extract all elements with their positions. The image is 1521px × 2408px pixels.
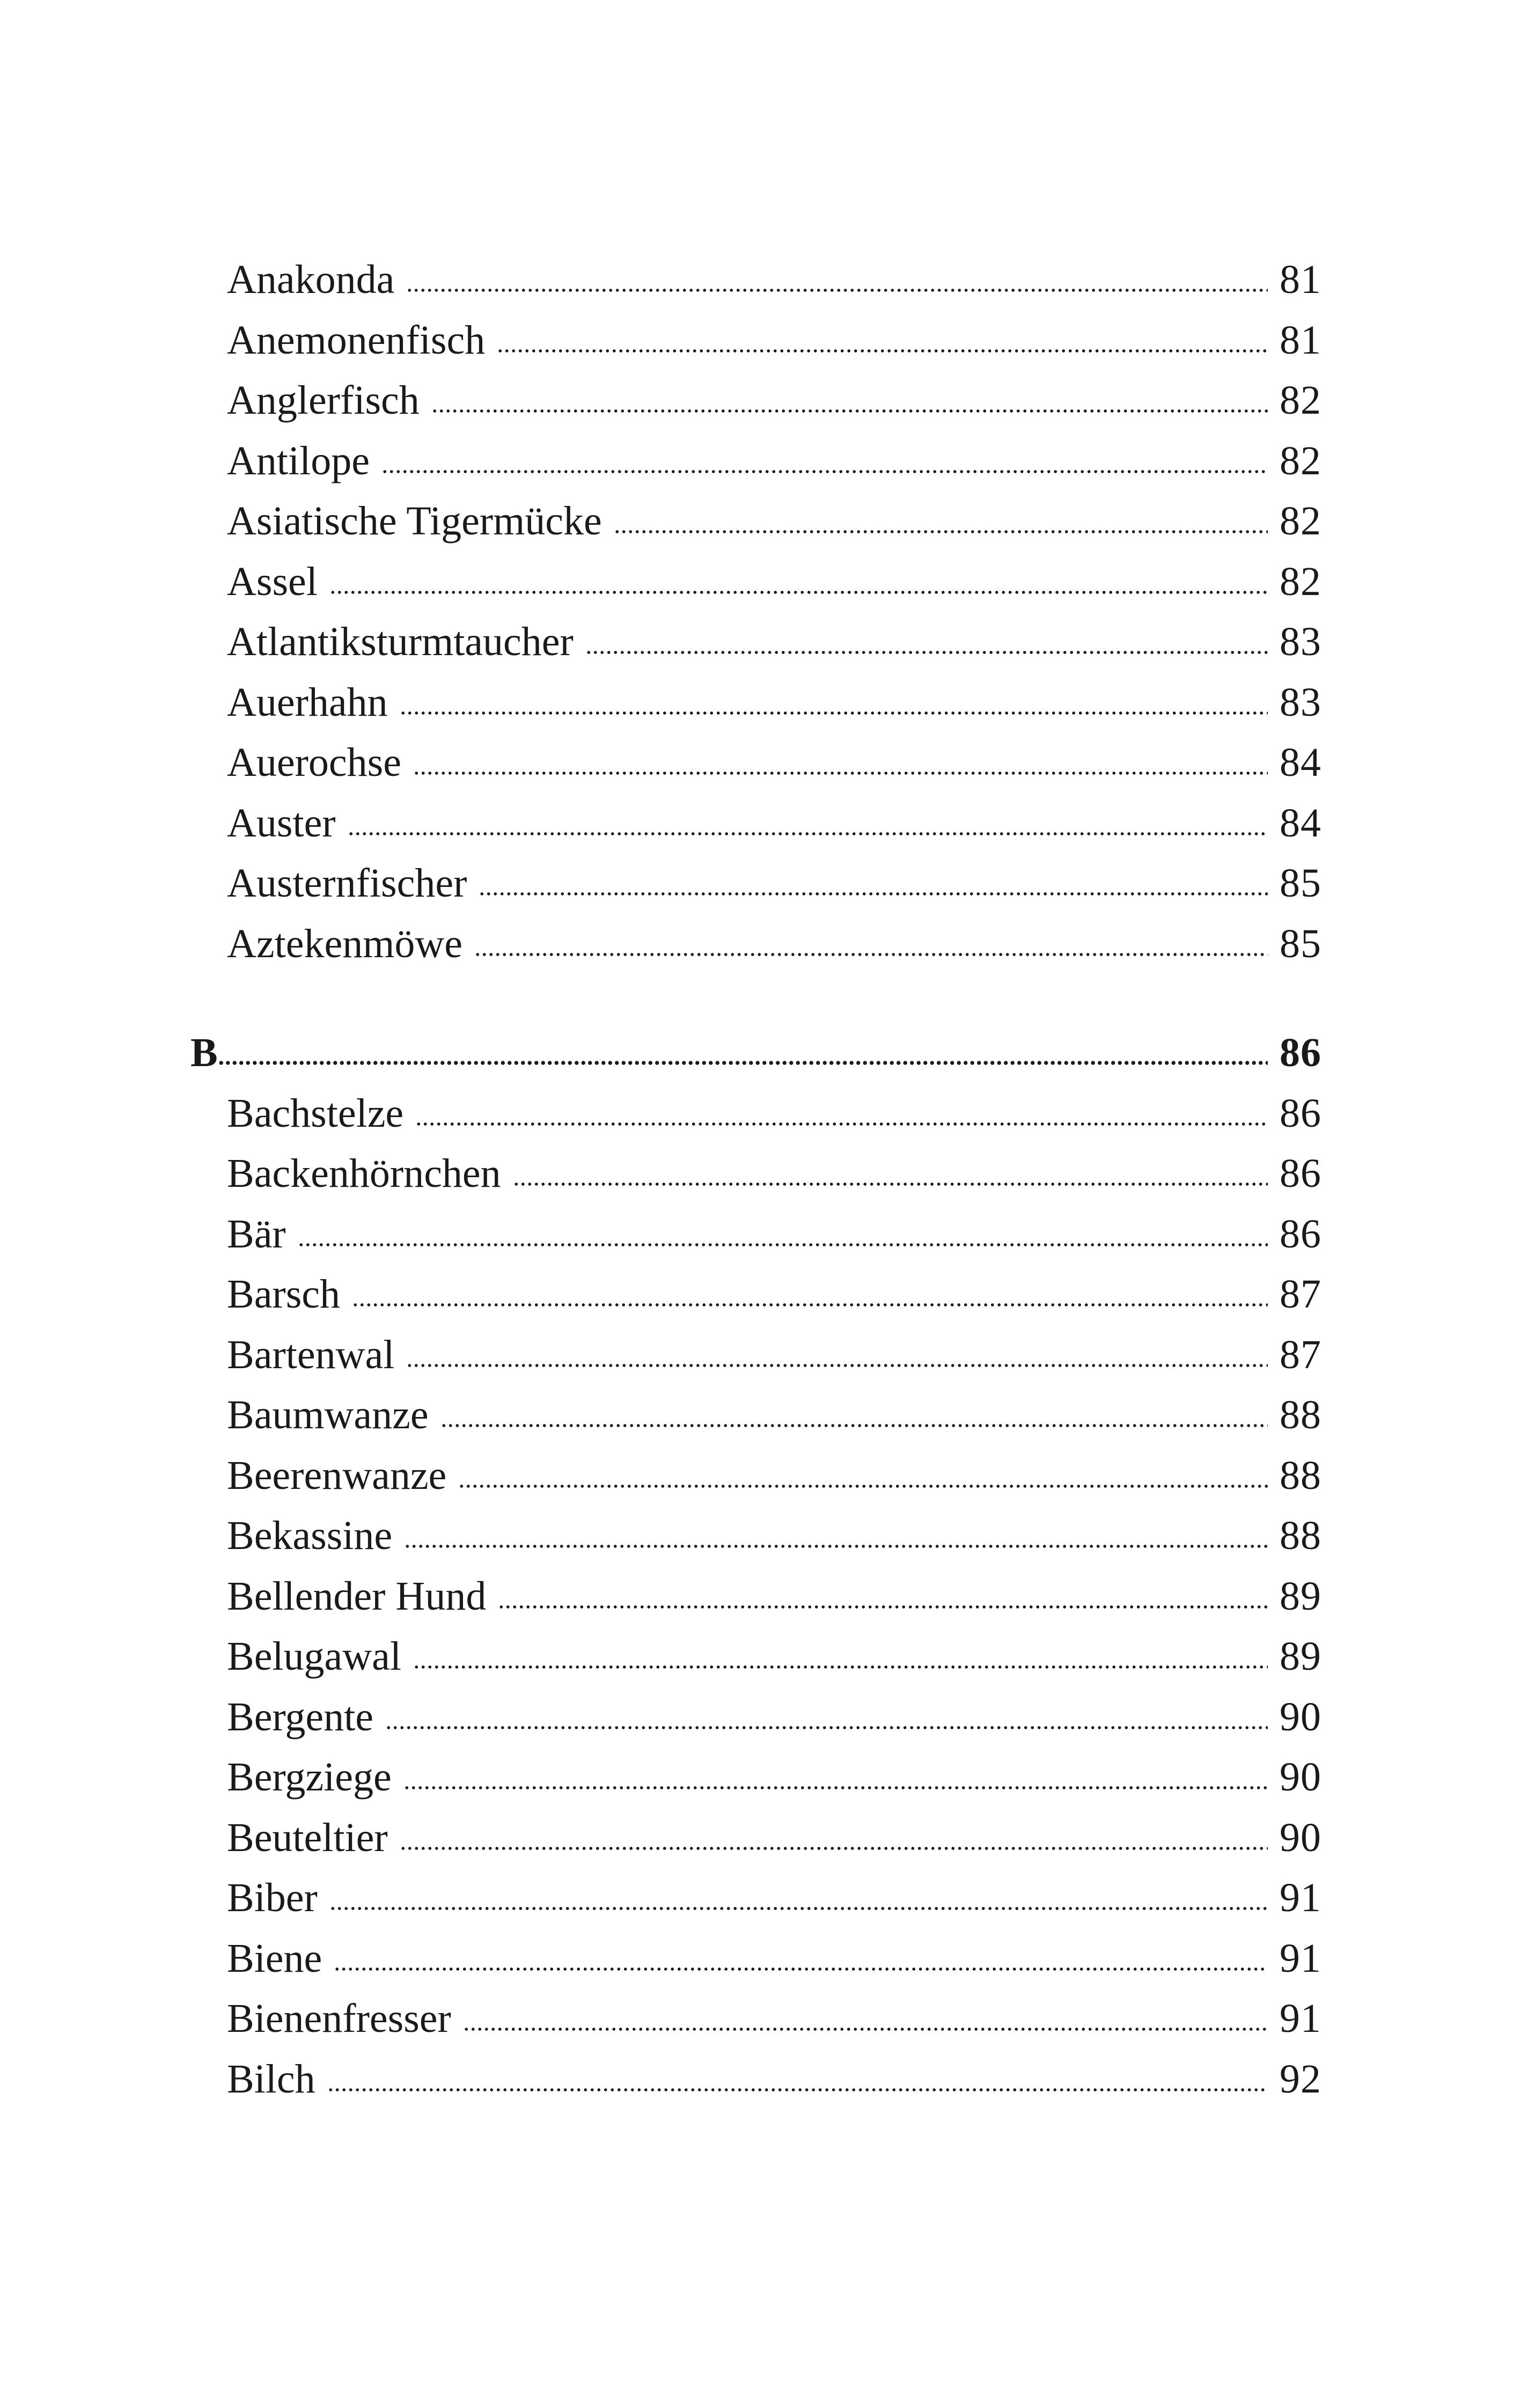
dot-leader <box>614 530 1268 533</box>
toc-entry-label: Auerochse <box>227 740 401 785</box>
toc-entry-page: 82 <box>1280 498 1321 544</box>
toc-entry-page: 91 <box>1280 1875 1321 1920</box>
toc-entry-label: Anglerfisch <box>227 378 420 423</box>
toc-entry-label: Bär <box>227 1211 286 1257</box>
toc-entry-label: Assel <box>227 559 318 604</box>
dot-leader <box>327 2088 1268 2091</box>
toc-entry-label: Anemonenfisch <box>227 317 486 363</box>
toc-section-b <box>190 1023 1321 2109</box>
toc-entry-label: Bartenwal <box>227 1332 395 1377</box>
toc-list-a-continued <box>190 249 1321 974</box>
toc-entry-label: Aztekenmöwe <box>227 921 462 966</box>
dot-leader <box>413 1665 1268 1669</box>
dot-leader <box>352 1303 1268 1306</box>
dot-leader <box>298 1243 1268 1246</box>
toc-entry-label: Backenhörnchen <box>227 1151 501 1196</box>
toc-entry-label: Bienenfresser <box>227 1996 451 2041</box>
toc-entry <box>190 1808 1321 1868</box>
toc-entry-page: 91 <box>1280 1935 1321 1981</box>
dot-leader <box>381 470 1268 473</box>
toc-entry <box>190 1988 1321 2049</box>
toc-entry <box>190 853 1321 914</box>
toc-entry-page: 82 <box>1280 438 1321 483</box>
toc-entry-page: 86 <box>1280 1151 1321 1196</box>
toc-entry-label: Antilope <box>227 438 370 483</box>
dot-leader <box>513 1183 1268 1186</box>
toc-entry-label: Austernfischer <box>227 861 467 906</box>
toc-entry-page: 87 <box>1280 1332 1321 1377</box>
toc-section-page: 86 <box>1280 1030 1321 1075</box>
toc-entry <box>190 1083 1321 1144</box>
dot-leader <box>329 591 1268 594</box>
toc-entry-page: 87 <box>1280 1272 1321 1317</box>
toc-entry-label: Bergente <box>227 1694 373 1739</box>
toc-entry <box>190 1264 1321 1325</box>
toc-entry <box>190 1687 1321 1748</box>
toc-entry-page: 86 <box>1280 1211 1321 1257</box>
toc-entry <box>190 1445 1321 1506</box>
toc-entry-page: 84 <box>1280 800 1321 846</box>
toc-entry-label: Biene <box>227 1935 322 1981</box>
dot-leader <box>406 289 1268 292</box>
toc-entry <box>190 1928 1321 1989</box>
toc-entry <box>190 1325 1321 1385</box>
toc-entry-page: 89 <box>1280 1573 1321 1619</box>
toc-entry-page: 90 <box>1280 1754 1321 1800</box>
dot-leader <box>400 711 1268 715</box>
dot-leader <box>497 349 1268 353</box>
dot-leader <box>479 892 1268 895</box>
dot-leader <box>474 953 1268 956</box>
dot-leader <box>406 1364 1268 1367</box>
toc-entry <box>190 793 1321 854</box>
toc-entry-page: 83 <box>1280 619 1321 664</box>
toc-entry-label: Bekassine <box>227 1513 393 1558</box>
toc-entry-page: 85 <box>1280 861 1321 906</box>
dot-leader <box>585 651 1268 654</box>
toc-entry <box>190 1868 1321 1928</box>
toc-entry <box>190 370 1321 431</box>
toc-entry-label: Biber <box>227 1875 318 1920</box>
toc-entry <box>190 672 1321 733</box>
toc-entry-label: Beuteltier <box>227 1815 388 1860</box>
toc-entry <box>190 249 1321 310</box>
toc-entry <box>190 732 1321 793</box>
toc-entry-label: Barsch <box>227 1272 341 1317</box>
dot-leader <box>498 1605 1268 1609</box>
toc-entry <box>190 1506 1321 1566</box>
toc-entry-page: 82 <box>1280 559 1321 604</box>
toc-entry <box>190 1626 1321 1687</box>
toc-entry-label: Bellender Hund <box>227 1573 487 1619</box>
toc-entry-label: Anakonda <box>227 257 395 302</box>
toc-entry <box>190 1204 1321 1265</box>
toc-entry <box>190 1566 1321 1627</box>
toc-entry-page: 86 <box>1280 1090 1321 1136</box>
toc-entry-label: Baumwanze <box>227 1392 429 1437</box>
toc-section-heading <box>190 1023 1321 1083</box>
dot-leader <box>403 1786 1268 1789</box>
toc-entry-page: 89 <box>1280 1634 1321 1679</box>
dot-leader <box>415 1122 1268 1126</box>
toc-entry-label: Asiatische Tigermücke <box>227 498 602 544</box>
toc-entry <box>190 1385 1321 1445</box>
dot-leader <box>413 772 1268 775</box>
toc-entry-label: Bergziege <box>227 1754 392 1800</box>
toc-entry-page: 90 <box>1280 1815 1321 1860</box>
toc-entry-page: 82 <box>1280 378 1321 423</box>
dot-leader <box>431 409 1268 413</box>
dot-leader <box>400 1847 1268 1850</box>
toc-entry <box>190 491 1321 552</box>
toc-entry <box>190 1747 1321 1808</box>
toc-entry <box>190 552 1321 612</box>
dot-leader <box>404 1545 1268 1548</box>
toc-entry-page: 88 <box>1280 1392 1321 1437</box>
toc-entry-label: Auerhahn <box>227 679 388 725</box>
toc-entry <box>190 310 1321 371</box>
toc-entry-page: 91 <box>1280 1996 1321 2041</box>
toc-entry-page: 85 <box>1280 921 1321 966</box>
dot-leader <box>385 1726 1268 1729</box>
toc-entry <box>190 2049 1321 2110</box>
toc-entry-label: Auster <box>227 800 336 846</box>
toc-entry <box>190 431 1321 491</box>
toc-entry-label: Belugawal <box>227 1634 402 1679</box>
toc-entry-label: Bachstelze <box>227 1090 404 1136</box>
dot-leader <box>440 1424 1268 1427</box>
toc-entry-page: 92 <box>1280 2056 1321 2102</box>
toc-entry <box>190 1143 1321 1204</box>
toc-entry-page: 81 <box>1280 257 1321 302</box>
toc-entry-page: 81 <box>1280 317 1321 363</box>
dot-leader <box>463 2028 1268 2031</box>
toc-entry <box>190 612 1321 672</box>
dot-leader <box>329 1907 1268 1910</box>
dot-leader <box>348 832 1268 835</box>
toc-entry-page: 84 <box>1280 740 1321 785</box>
dot-leader <box>218 1061 1268 1065</box>
dot-leader <box>458 1485 1268 1488</box>
toc-entry <box>190 914 1321 974</box>
toc-entry-label: Bilch <box>227 2056 315 2102</box>
dot-leader <box>334 1967 1268 1971</box>
toc-entry-page: 83 <box>1280 679 1321 725</box>
toc-entry-page: 90 <box>1280 1694 1321 1739</box>
toc-entry-page: 88 <box>1280 1513 1321 1558</box>
toc-entry-label: Beerenwanze <box>227 1452 447 1498</box>
toc-section-letter: B <box>190 1030 218 1075</box>
toc-entry-page: 88 <box>1280 1452 1321 1498</box>
toc-entry-label: Atlantiksturmtaucher <box>227 619 574 664</box>
